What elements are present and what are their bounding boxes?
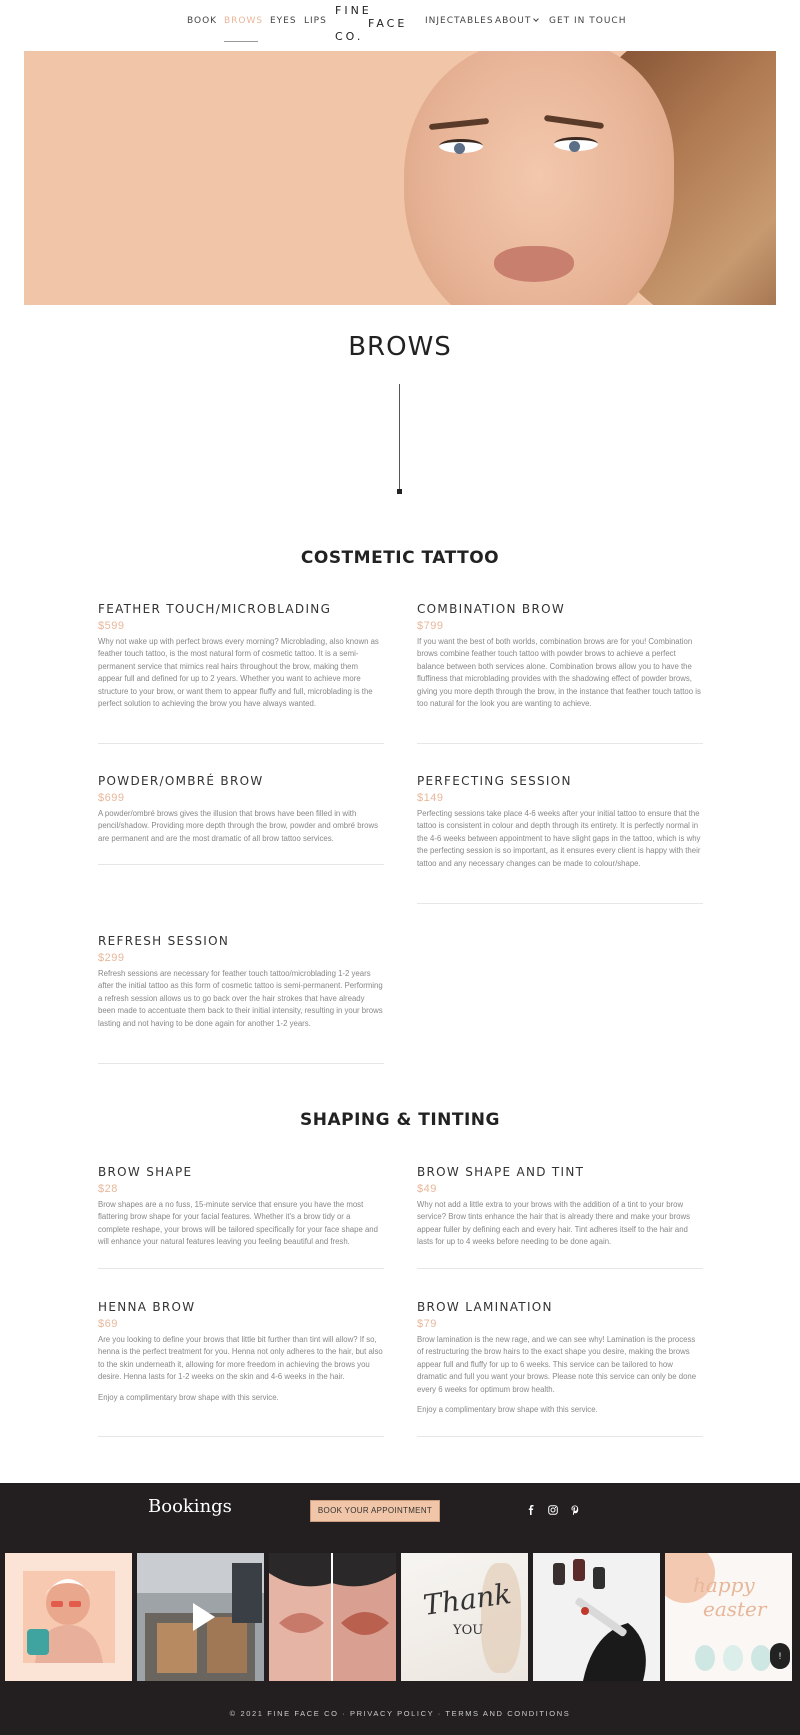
service-divider: [417, 1436, 703, 1437]
pinterest-icon[interactable]: [569, 1505, 581, 1517]
service-brow-shape-and-tint: [417, 1165, 703, 1249]
service-divider: [98, 864, 384, 865]
service-brow-lamination: [417, 1300, 703, 1416]
service-divider: [98, 1063, 384, 1064]
easter-egg: [695, 1645, 715, 1671]
service-name: POWDER/OMBRÉ BROW: [98, 774, 264, 788]
service-combination-brow: [417, 602, 703, 710]
nav-item-brows[interactable]: BROWS: [224, 16, 264, 26]
nav-item-book[interactable]: BOOK: [187, 16, 218, 26]
service-name: HENNA BROW: [98, 1300, 196, 1314]
service-description: Why not add a little extra to your brows with the addition of a tint to your brow service? Brow tints enhance the hair that is already there and make your brows appear fuller by defining each and every hair. Tint adheres itself to the hair and lasts for up to 4 weeks before needing to be done again.: [417, 1200, 691, 1247]
feed-tile[interactable]: [5, 1553, 132, 1681]
section-heading-shaping-tinting: SHAPING & TINTING: [299, 1110, 500, 1130]
service-description: Brow shapes are a no fuss, 15-minute service that ensure you have the most flattering brow shape for your facial features. Whether it's a brow tidy or a complete reshape, your brows will be tailored specifically for your face shape and will enhance your natural features leaving you feeling beautiful and fresh.: [98, 1200, 378, 1247]
nav-item-about[interactable]: [495, 16, 538, 26]
logo-line-2: FACE: [368, 17, 408, 30]
site-footer: [0, 1483, 800, 1735]
service-divider: [417, 743, 703, 744]
feed-tile-thank-you[interactable]: [401, 1553, 528, 1681]
service-divider: [98, 743, 384, 744]
chat-widget-button[interactable]: !: [770, 1643, 790, 1669]
nav-item-eyes[interactable]: EYES: [270, 16, 297, 26]
divider-dot: [397, 489, 402, 494]
service-price: $49: [417, 1183, 437, 1195]
top-navigation: [0, 0, 800, 44]
service-name: BROW SHAPE AND TINT: [417, 1165, 585, 1179]
thank-you-script: Thank: [421, 1577, 514, 1622]
service-name: COMBINATION BROW: [417, 602, 565, 616]
service-divider: [98, 1436, 384, 1437]
service-name: BROW LAMINATION: [417, 1300, 553, 1314]
logo-line-1: FINE: [335, 4, 372, 17]
instagram-icon[interactable]: [547, 1505, 559, 1517]
service-name: REFRESH SESSION: [98, 934, 230, 948]
nav-item-injectables[interactable]: INJECTABLES: [425, 16, 494, 26]
book-appointment-button[interactable]: BOOK YOUR APPOINTMENT: [310, 1500, 440, 1522]
service-price: $28: [98, 1183, 118, 1195]
service-price: $79: [417, 1318, 437, 1330]
service-price: $299: [98, 952, 125, 964]
service-name: FEATHER TOUCH/MICROBLADING: [98, 602, 332, 616]
chevron-down-icon: [534, 16, 540, 22]
thank-you-subtext: YOU: [453, 1623, 484, 1638]
hero-right-eye: [554, 137, 598, 151]
easter-egg: [751, 1645, 771, 1671]
service-divider: [98, 1268, 384, 1269]
service-refresh-session: [98, 934, 384, 1030]
service-price: $699: [98, 792, 125, 804]
service-price: $149: [417, 792, 444, 804]
service-description: Refresh sessions are necessary for feather touch tattoo/microblading 1-2 years after the initial tattoo as this form of cosmetic tattoo is semi-permanent. Performing a refresh session allows us to go back over the hair strokes that have already been made to accentuate them back to their initial intensity, resulting in your brows lasting and not having to be done again for another 1-2 years.: [98, 969, 383, 1028]
nav-item-about-label: ABOUT: [495, 16, 532, 26]
page-title: BROWS: [348, 332, 452, 362]
copyright-text: © 2021 FINE FACE CO · PRIVACY POLICY · TERMS AND CONDITIONS: [229, 1709, 571, 1718]
feed-tile-video[interactable]: [137, 1553, 264, 1681]
nav-item-lips[interactable]: LIPS: [304, 16, 327, 26]
active-nav-underline: [224, 41, 258, 42]
instagram-feed: [5, 1553, 795, 1681]
service-name: PERFECTING SESSION: [417, 774, 572, 788]
easter-egg: [723, 1645, 743, 1671]
service-price: $599: [98, 620, 125, 632]
service-divider: [417, 1268, 703, 1269]
hero-banner: [24, 51, 776, 305]
facebook-icon[interactable]: [525, 1505, 537, 1517]
service-name: BROW SHAPE: [98, 1165, 193, 1179]
service-powder-ombre-brow: [98, 774, 384, 845]
service-description: Perfecting sessions take place 4-6 weeks after your initial tattoo to ensure that the tattoo is consistent in colour and depth through its entirety. It is perfectly normal in the 4-6 weeks between appointment to have slight gaps in the tattoo, which is why the perfecting session is so important, as it ensures every client is happy with their tattoo and any necessary changes can be made to colour/shape.: [417, 809, 701, 868]
vertical-divider: [399, 384, 400, 490]
service-description: Brow lamination is the new rage, and we can see why! Lamination is the process of restructuring the brow hairs to the exact shape you desire, making the brows appear full and fluffy for up to 6 weeks. This service can be tailored to how dramatic and full you want your brows. Please note this service can only be done every 6 weeks for optimum brow health.: [417, 1335, 697, 1394]
service-note: Enjoy a complimentary brow shape with this service.: [98, 1392, 279, 1402]
service-henna-brow: [98, 1300, 384, 1404]
service-brow-shape: [98, 1165, 384, 1249]
easter-line-1: happy: [693, 1573, 755, 1597]
site-logo[interactable]: [334, 2, 424, 42]
logo-line-3: CO.: [335, 30, 364, 43]
service-note: Enjoy a complimentary brow shape with this service.: [417, 1405, 598, 1415]
service-divider: [417, 903, 703, 904]
nav-item-get-in-touch[interactable]: GET IN TOUCH: [549, 16, 627, 26]
feed-tile[interactable]: [269, 1553, 396, 1681]
service-price: $799: [417, 620, 444, 632]
service-feather-touch: [98, 602, 384, 710]
bookings-title: Bookings: [148, 1496, 232, 1517]
service-price: $69: [98, 1318, 118, 1330]
service-perfecting-session: [417, 774, 703, 870]
hero-lips: [494, 246, 574, 282]
hero-left-eye: [439, 139, 483, 153]
service-description: Why not wake up with perfect brows every morning? Microblading, also known as feather touch tattoo, is the most natural form of cosmetic tattoo. It is a semi-permanent service that mimics real hairs throughout the brow, making them appear full and defined for up to 2 years. Whether you want to achieve more structure to your brow, or want them to appear fluffy and full, microblading is the perfect solution to achieving the brow you have always wanted.: [98, 637, 379, 709]
section-heading-cosmetic-tattoo: COSTMETIC TATTOO: [300, 548, 500, 568]
service-description: If you want the best of both worlds, combination brows are for you! Combination brows combine feather touch tattoo with powder brows to achieve a perfect balance between both services alone. Combination brows allow you to have the fluffiness that microblading provides with the shadowing effect of powder brows, giving you more depth through the brow, in the instance that feather touch tattoo is too natural for the look you are wanting to achieve.: [417, 637, 701, 709]
service-description: Are you looking to define your brows that little bit further than tint will allow? If so, henna is the perfect treatment for you. Henna not only adheres to the hair, but also to the skin underneath it, allowing for more freedom in achieving the brows you desire. Henna lasts for 1-2 weeks on the skin and 4-6 weeks in the hair.: [98, 1335, 383, 1382]
feed-tile[interactable]: [533, 1553, 660, 1681]
service-description: A powder/ombré brows gives the illusion that brows have been filled in with pencil/shadow. Providing more depth through the brow, powder and ombré brows are permanent and are the most dramatic of all brow tattoo services.: [98, 809, 378, 843]
easter-line-2: easter: [703, 1597, 767, 1621]
